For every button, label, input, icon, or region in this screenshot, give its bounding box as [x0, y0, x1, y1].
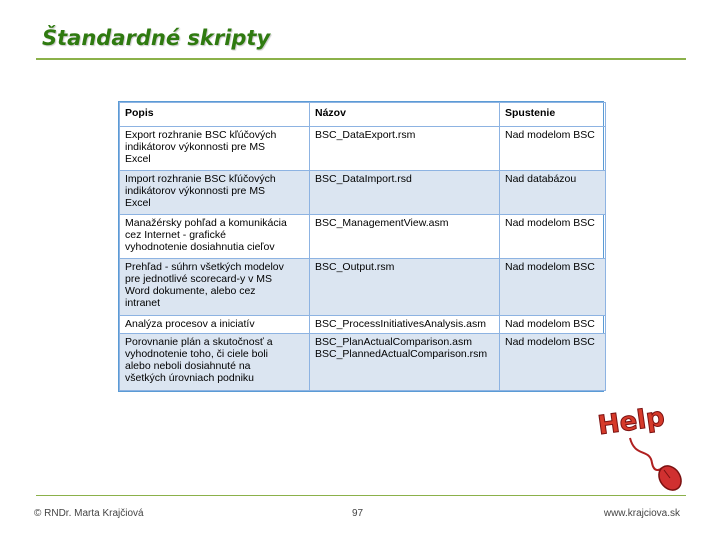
cell-popis-line: indikátorov výkonnosti pre MS — [125, 185, 266, 197]
slide-title: Štandardné skripty — [42, 26, 271, 50]
cell-popis-line: Import rozhranie BSC kľúčových — [125, 173, 276, 185]
cell-popis — [120, 215, 310, 259]
cell-popis — [120, 127, 310, 171]
cell-spustenie-line: Nad modelom BSC — [505, 129, 595, 141]
cell-popis-line: vyhodnotenie toho, či ciele boli — [125, 348, 269, 361]
cell-nazov-line: BSC_DataImport.rsd — [315, 173, 412, 185]
cell-popis-line: Manažérsky pohľad a komunikácia — [125, 217, 287, 229]
cell-popis-line: vyhodnotenie dosiahnutia cieľov — [125, 241, 275, 253]
cell-nazov-line: BSC_PlanActualComparison.asm — [315, 336, 472, 349]
cell-popis-line: alebo neboli dosiahnuté na — [125, 360, 251, 373]
cell-spustenie — [500, 127, 606, 171]
cell-spustenie — [500, 215, 606, 259]
cell-popis-line: Prehľad - súhrn všetkých modelov — [125, 261, 284, 273]
scripts-table — [119, 102, 606, 391]
cell-nazov-line: BSC_Output.rsm — [315, 261, 395, 273]
cell-popis-line: Export rozhranie BSC kľúčových — [125, 129, 277, 141]
cell-popis — [120, 315, 310, 333]
cell-popis-line: Excel — [125, 153, 151, 165]
cell-popis-line: Word dokumente, alebo cez — [125, 285, 256, 297]
cell-spustenie-line: Nad modelom BSC — [505, 336, 595, 349]
cell-nazov-line: BSC_PlannedActualComparison.rsm — [315, 348, 488, 361]
cell-spustenie-line: Nad modelom BSC — [505, 317, 595, 330]
footer-page-number: 97 — [352, 508, 364, 519]
scripts-table-container — [118, 101, 604, 392]
cell-popis — [120, 259, 310, 316]
help-mouse-icon — [590, 398, 690, 493]
cell-nazov — [310, 215, 500, 259]
table-row — [120, 334, 606, 391]
cell-nazov-line: BSC_ManagementView.asm — [315, 217, 449, 229]
cell-popis-line: indikátorov výkonnosti pre MS — [125, 141, 266, 153]
cell-popis-line: Porovnanie plán a skutočnosť a — [125, 336, 273, 349]
cell-popis-line: Excel — [125, 197, 151, 209]
cell-nazov — [310, 127, 500, 171]
cell-popis-line: všetkých úrovniach podniku — [125, 372, 254, 385]
cell-nazov — [310, 334, 500, 391]
table-row — [120, 171, 606, 215]
header-spustenie: Spustenie — [500, 103, 606, 127]
cell-popis-line: cez Internet - grafické — [125, 229, 226, 241]
table-row — [120, 127, 606, 171]
cell-popis-line: Analýza procesov a iniciatív — [125, 317, 255, 330]
cell-spustenie-line: Nad databázou — [505, 173, 577, 185]
cell-nazov — [310, 259, 500, 316]
table-row — [120, 215, 606, 259]
title-divider — [36, 58, 686, 60]
footer-website: www.krajciova.sk — [603, 508, 680, 519]
cell-nazov — [310, 171, 500, 215]
cell-popis-line: pre jednotlivé scorecard-y v MS — [125, 273, 273, 285]
table-header-row — [120, 103, 606, 127]
table-row — [120, 259, 606, 316]
cell-nazov — [310, 315, 500, 333]
cell-spustenie — [500, 171, 606, 215]
table-row — [120, 315, 606, 333]
footer-divider — [36, 495, 686, 496]
header-nazov: Názov — [310, 103, 500, 127]
cell-spustenie — [500, 259, 606, 316]
cell-spustenie — [500, 315, 606, 333]
help-text: Help — [596, 402, 667, 442]
cell-nazov-line: BSC_ProcessInitiativesAnalysis.asm — [315, 317, 486, 330]
cell-nazov-line: BSC_DataExport.rsm — [315, 129, 416, 141]
cell-spustenie-line: Nad modelom BSC — [505, 217, 595, 229]
cell-popis — [120, 171, 310, 215]
footer-author: © RNDr. Marta Krajčiová — [34, 508, 144, 519]
cell-spustenie-line: Nad modelom BSC — [505, 261, 595, 273]
header-popis: Popis — [120, 103, 310, 127]
cell-popis-line: intranet — [125, 297, 161, 309]
cell-popis — [120, 334, 310, 391]
cell-spustenie — [500, 334, 606, 391]
